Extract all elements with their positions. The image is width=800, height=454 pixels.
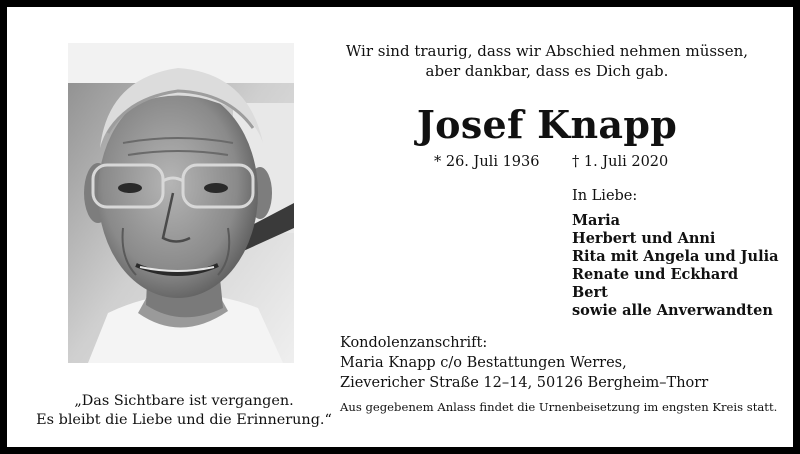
portrait-image (68, 43, 294, 363)
portrait-photo (68, 43, 294, 363)
condolence-line-1: Maria Knapp c/o Bestattungen Werres, (340, 355, 627, 371)
quote-line-1: „Das Sichtbare ist vergangen. (74, 393, 294, 409)
motto-line-2: aber dankbar, dass es Dich gab. (425, 62, 669, 80)
death-date: † 1. Juli 2020 (572, 154, 669, 170)
mourner-name: Rita mit Angela und Julia (572, 248, 779, 265)
mourner-name: Renate und Eckhard (572, 266, 739, 283)
mourner-name: Herbert und Anni (572, 230, 716, 247)
condolence-line-2: Zievericher Straße 12–14, 50126 Bergheim–Thorr (340, 375, 709, 391)
motto (317, 41, 777, 81)
burial-notice: Aus gegebenem Anlass findet die Urnenbeisetzung im engsten Kreis statt. (340, 400, 778, 414)
quote (29, 392, 339, 430)
mourner-name: Bert (572, 284, 608, 301)
quote-line-2: Es bleibt die Liebe und die Erinnerung.“ (36, 412, 332, 428)
mourners-list (572, 212, 779, 320)
deceased-name: Josef Knapp (416, 102, 678, 147)
mourners-intro: In Liebe: (572, 188, 638, 204)
mourner-name: sowie alle Anverwandten (572, 302, 773, 319)
birth-date: * 26. Juli 1936 (434, 154, 540, 170)
condolence-address (340, 333, 708, 393)
condolence-label: Kondolenzanschrift: (340, 335, 488, 351)
mourner-name: Maria (572, 212, 620, 229)
motto-line-1: Wir sind traurig, dass wir Abschied nehmen müssen, (345, 42, 749, 60)
